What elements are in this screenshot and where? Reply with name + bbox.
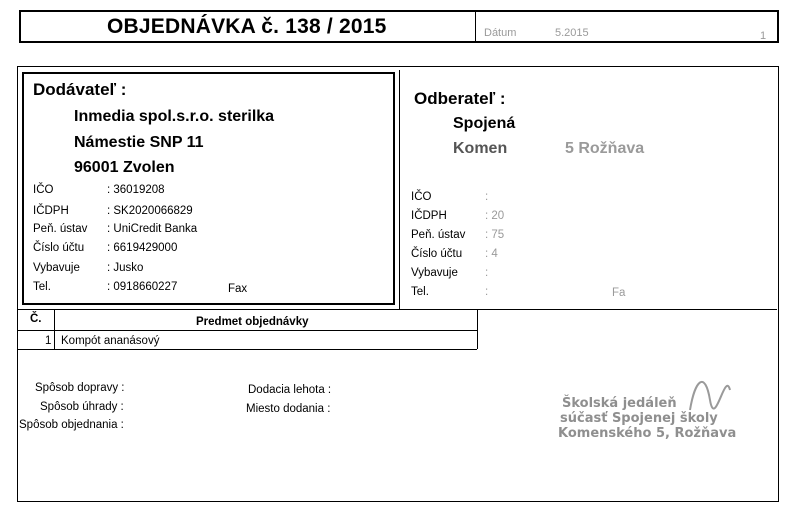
customer-bank-label: Peň. ústav [411,229,466,241]
date-label: Dátum [484,27,517,39]
customer-heading: Odberateľ : [414,89,506,108]
customer-ico-label: IČO [411,191,432,203]
table-col-subject: Predmet objednávky [196,316,309,328]
table-row-no: 1 [45,335,52,347]
customer-bank-value: : 75 [485,229,505,241]
supplier-fax-label: Fax [228,283,248,295]
delivery-place-label: Miesto dodania : [246,403,331,415]
supplier-city: 96001 Zvolen [74,159,175,176]
header-divider [475,11,476,42]
customer-handler-label: Vybavuje [411,267,458,279]
table-header-line [17,330,477,331]
supplier-handler-label: Vybavuje [33,262,80,274]
supplier-tel-label: Tel. [33,281,51,293]
customer-icdph-value: : 20 [485,210,505,222]
customer-street: Komen [453,140,508,157]
supplier-ico-label: IČO [33,184,54,196]
supplier-handler-value: : Jusko [107,262,144,274]
supplier-tel-value: : 0918660227 [107,281,178,293]
customer-handler-value: : [485,267,489,279]
supplier-icdph-label: IČDPH [33,205,69,217]
payment-label: Spôsob úhrady : [40,401,124,413]
stamp-line-1: Školská jedáleň [562,396,677,411]
customer-left-border [399,70,400,310]
table-col-no: Č. [30,313,42,325]
customer-name: Spojená [453,115,516,132]
supplier-account-value: : 6619429000 [107,242,178,254]
supplier-ico-value: : 36019208 [107,184,165,196]
supplier-bank-label: Peň. ústav [33,223,88,235]
supplier-heading: Dodávateľ : [33,80,127,99]
delivery-term-label: Dodacia lehota : [248,384,332,396]
customer-ico-value: : [485,191,489,203]
table-row-line [17,349,477,350]
table-right-border [477,309,478,349]
supplier-bank-value: : UniCredit Banka [107,223,198,235]
supplier-name: Inmedia spol.s.r.o. sterilka [74,108,275,125]
stamp-line-3: Komenského 5, Rožňava [558,426,737,441]
page-number: 1 [760,30,767,42]
date-value: 5.2015 [555,27,589,39]
table-col-divider [54,309,55,349]
customer-tel-value: : [485,286,489,298]
customer-account-label: Číslo účtu [411,248,463,260]
stamp-line-2: súčasť Spojenej školy [560,411,718,426]
customer-icdph-label: IČDPH [411,210,447,222]
page-title: OBJEDNÁVKA č. 138 / 2015 [107,15,387,38]
signature-mark [680,360,740,420]
supplier-account-label: Číslo účtu [33,242,85,254]
customer-fax-label: Fa [612,287,626,299]
customer-account-value: : 4 [485,248,498,260]
table-row-subject: Kompót ananásový [61,335,160,347]
table-top-line [17,309,777,310]
supplier-icdph-value: : SK2020066829 [107,205,193,217]
transport-label: Spôsob dopravy : [35,382,125,394]
customer-street-tail: 5 Rožňava [565,140,645,157]
order-method-label: Spôsob objednania : [19,419,124,431]
customer-tel-label: Tel. [411,286,429,298]
supplier-street: Námestie SNP 11 [74,134,204,151]
